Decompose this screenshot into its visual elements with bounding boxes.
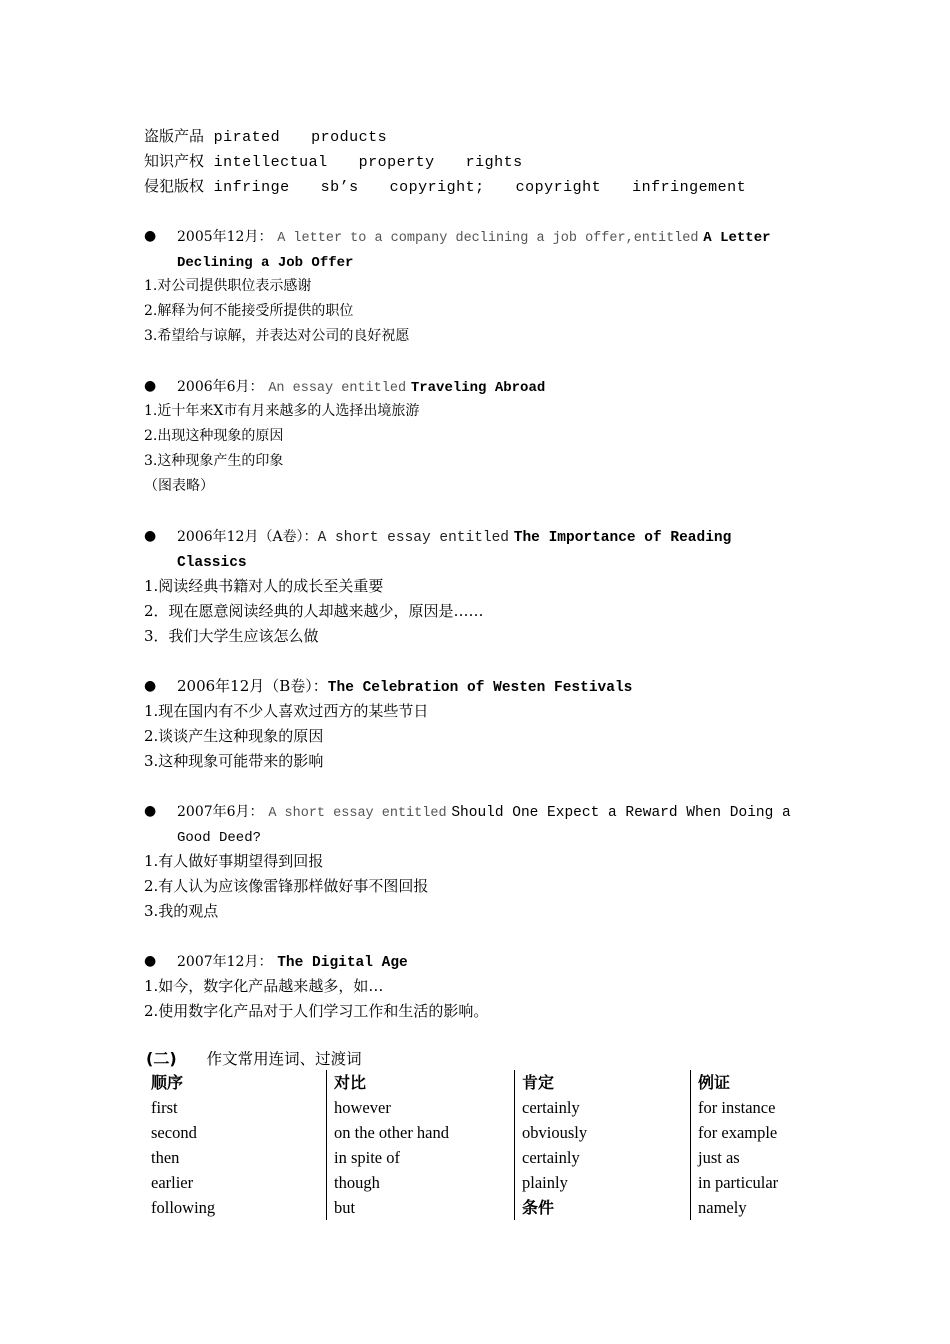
topic-point: 2.使用数字化产品对于人们学习工作和生活的影响。 <box>144 1002 489 1020</box>
topic-title: The Digital Age <box>277 955 408 971</box>
topic-point: 1.近十年来X市有月来越多的人选择出境旅游 <box>144 403 420 419</box>
table-cell: earlier <box>151 1173 194 1192</box>
bullet-icon: ● <box>144 803 157 819</box>
topic-date: 2007年6月： <box>177 804 264 820</box>
table-cell: second <box>151 1123 197 1142</box>
vocab-chinese: 知识产权 <box>144 152 205 170</box>
topic-point: 2.有人认为应该像雷锋那样做好事不图回报 <box>144 877 429 895</box>
bullet-icon: ● <box>144 378 157 394</box>
table-cell: namely <box>691 1195 809 1220</box>
table-row <box>144 1095 808 1120</box>
table-cell: though <box>327 1170 515 1195</box>
bullet-icon: ● <box>144 678 157 694</box>
column-header: 对比 <box>327 1070 515 1095</box>
table-row <box>144 1145 808 1170</box>
table-cell: just as <box>691 1145 809 1170</box>
topic-heading <box>144 374 804 399</box>
table-row <box>144 1170 808 1195</box>
section-title: 作文常用连词、过渡词 <box>206 1050 362 1068</box>
column-header: 顺序 <box>151 1073 184 1092</box>
topic-point: 1.有人做好事期望得到回报 <box>144 852 324 870</box>
table-cell: for example <box>691 1120 809 1145</box>
topic-point: 2.出现这种现象的原因 <box>144 428 284 444</box>
table-row <box>144 1195 808 1220</box>
topic-point: 1.如今，数字化产品越来越多，如… <box>144 977 384 995</box>
table-cell: obviously <box>515 1120 691 1145</box>
vocab-line <box>144 174 804 199</box>
topic-point: 2.解释为何不能接受所提供的职位 <box>144 303 354 319</box>
topic-heading <box>144 224 804 249</box>
section-label: (二) <box>146 1049 177 1068</box>
topic-prompt: An essay entitled <box>268 381 407 396</box>
topic-point: 2．现在愿意阅读经典的人却越来越少，原因是…… <box>144 602 484 620</box>
bullet-icon: ● <box>144 228 157 244</box>
bullet-icon: ● <box>144 528 157 544</box>
table-cell: then <box>151 1148 180 1167</box>
topic-title-cont-text: Declining a Job Offer <box>177 255 354 271</box>
topic-prompt: A short essay entitled <box>317 530 509 546</box>
topic-heading <box>144 674 804 699</box>
topic-date: 2006年12月（A卷）： <box>177 529 318 545</box>
topic-title: The Importance of Reading <box>513 530 732 546</box>
topic-title-continued <box>144 249 804 274</box>
topic-point: 1.现在国内有不少人喜欢过西方的某些节日 <box>144 702 429 720</box>
topic-prompt: A letter to a company declining a job offer,entitled <box>277 231 699 246</box>
column-header: 肯定 <box>515 1070 691 1095</box>
vocab-chinese: 侵犯版权 <box>144 177 205 195</box>
vocab-english: intellectual property rights <box>213 154 523 171</box>
document-body <box>144 124 804 1024</box>
vocab-line <box>144 124 804 149</box>
table-cell: following <box>151 1198 216 1217</box>
table-cell: in spite of <box>327 1145 515 1170</box>
section-heading <box>146 1046 362 1071</box>
table-cell-subheader: 条件 <box>515 1195 691 1220</box>
topic-prompt: A short essay entitled <box>268 806 447 821</box>
topic-point: 3．我们大学生应该怎么做 <box>144 627 319 645</box>
table-cell: but <box>327 1195 515 1220</box>
column-header: 例证 <box>691 1070 809 1095</box>
topic-title: The Celebration of Westen Festivals <box>327 680 633 696</box>
topic-heading <box>144 524 804 549</box>
topic-date: 2005年12月： <box>177 229 273 245</box>
topic-point: 3.我的观点 <box>144 902 219 920</box>
bullet-icon: ● <box>144 953 157 969</box>
table-cell: plainly <box>515 1170 691 1195</box>
vocab-chinese: 盗版产品 <box>144 127 205 145</box>
topic-point: 3.希望给与谅解，并表达对公司的良好祝愿 <box>144 328 410 344</box>
topic-date: 2006年12月（B卷）： <box>177 677 328 695</box>
topic-title-cont-text: Classics <box>177 555 247 571</box>
topic-title-continued <box>144 824 804 849</box>
table-cell: certainly <box>515 1095 691 1120</box>
table-cell: certainly <box>515 1145 691 1170</box>
vocab-english: infringe sb’s copyright; copyright infringement <box>213 179 747 196</box>
topic-note: （图表略） <box>144 478 214 494</box>
topic-heading <box>144 799 804 824</box>
topic-title: Traveling Abroad <box>410 380 546 396</box>
topic-heading <box>144 949 804 974</box>
vocab-line <box>144 149 804 174</box>
topic-point: 3.这种现象产生的印象 <box>144 453 284 469</box>
topic-point: 2.谈谈产生这种现象的原因 <box>144 727 324 745</box>
topic-date: 2006年6月： <box>177 379 264 395</box>
table-cell: however <box>327 1095 515 1120</box>
topic-title-continued <box>144 549 804 574</box>
topic-title: Should One Expect a Reward When Doing a <box>451 805 791 821</box>
topic-point: 1.对公司提供职位表示感谢 <box>144 278 312 294</box>
topic-title-cont-text: Good Deed? <box>177 830 262 846</box>
table-cell: for instance <box>691 1095 809 1120</box>
conjunction-table <box>144 1070 808 1220</box>
table-cell: on the other hand <box>327 1120 515 1145</box>
table-cell: first <box>151 1098 178 1117</box>
topic-point: 3.这种现象可能带来的影响 <box>144 752 324 770</box>
table-cell: in particular <box>691 1170 809 1195</box>
topic-title: A Letter <box>703 230 771 246</box>
vocab-english: pirated products <box>213 129 388 146</box>
topic-date: 2007年12月： <box>177 954 273 970</box>
topic-point: 1.阅读经典书籍对人的成长至关重要 <box>144 577 384 595</box>
table-row <box>144 1120 808 1145</box>
table-header-row <box>144 1070 808 1095</box>
